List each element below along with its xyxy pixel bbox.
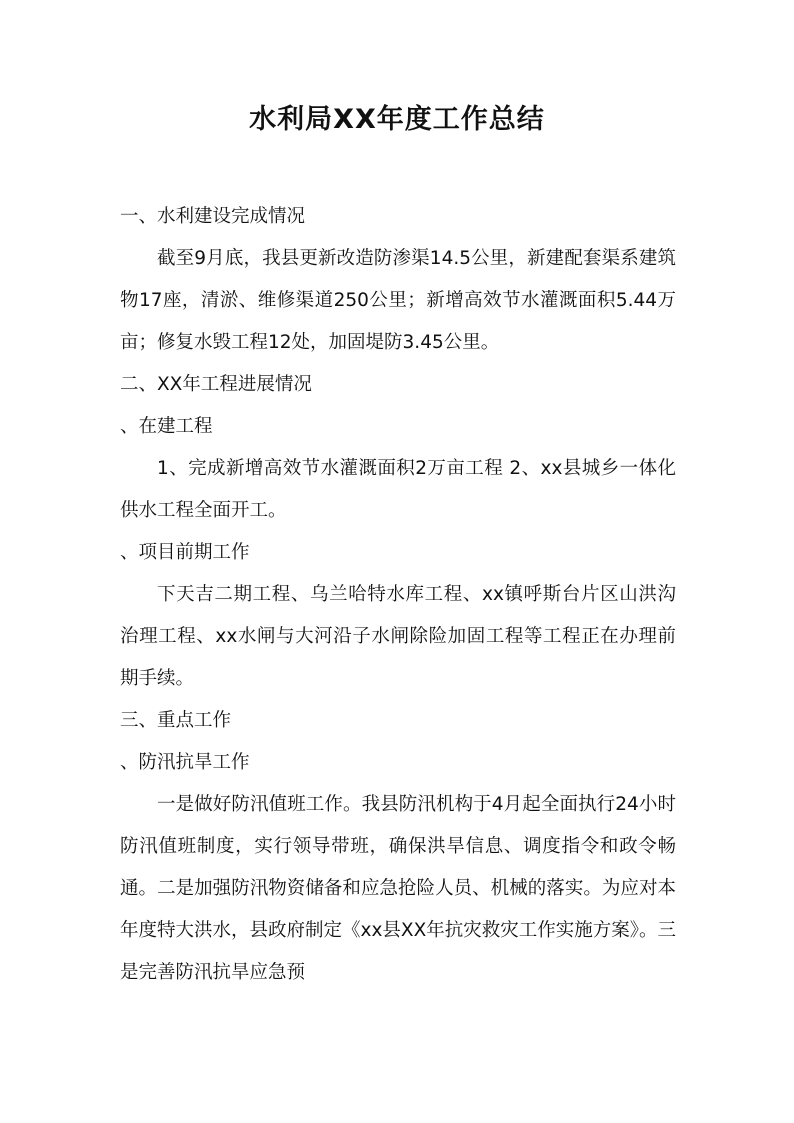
- subsection-heading: 、防汛抗旱工作: [120, 752, 250, 773]
- section-heading: 二、XX年工程进展情况: [120, 374, 312, 395]
- document-body: [120, 196, 676, 994]
- subsection-heading: 、项目前期工作: [120, 542, 250, 563]
- section-heading: 三、重点工作: [120, 710, 232, 731]
- body-paragraph: 1、完成新增高效节水灌溉面积2万亩工程 2、xx县城乡一体化供水工程全面开工。: [120, 458, 676, 521]
- body-paragraph: 下天吉二期工程、乌兰哈特水库工程、xx镇呼斯台片区山洪沟治理工程、xx水闸与大河沿子水闸除险加固工程等工程正在办理前期手续。: [120, 584, 676, 689]
- body-paragraph: 一是做好防汛值班工作。我县防汛机构于4月起全面执行24小时防汛值班制度，实行领导带班，确保洪旱信息、调度指令和政令畅通。二是加强防汛物资储备和应急抢险人员、机械的落实。为应对本年度特大洪水，县政府制定《xx县XX年抗灾救灾工作实施方案》。三是完善防汛抗旱应急预: [120, 794, 676, 983]
- subsection-heading: 、在建工程: [120, 416, 213, 437]
- body-paragraph: 截至9月底，我县更新改造防渗渠14.5公里，新建配套渠系建筑物17座，清淤、维修渠道250公里；新增高效节水灌溉面积5.44万亩；修复水毁工程12处，加固堤防3.45公里。: [120, 248, 676, 353]
- document-title: 水利局XX年度工作总结: [249, 104, 545, 135]
- section-heading: 一、水利建设完成情况: [120, 206, 306, 227]
